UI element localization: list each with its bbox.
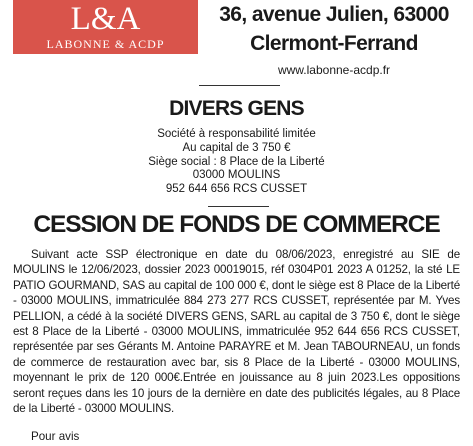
divider-top xyxy=(199,85,280,86)
address-line-2: Clermont-Ferrand xyxy=(250,32,418,55)
company-details xyxy=(0,128,473,197)
logo-subtitle: LABONNE & ACDP xyxy=(46,37,165,51)
website-link[interactable]: www.labonne-acdp.fr xyxy=(277,63,391,77)
notice-headline: CESSION DE FONDS DE COMMERCE xyxy=(33,211,440,238)
notice-body: Suivant acte SSP électronique en date du 08/06/2023, enregistré au SIE de MOULINS le 12/06/2023, dossier 2023 00019015, réf 0304P01 2023 A 01252, la sté LE PATIO GOURMAND, SAS au capital de 100 000 €, dont le siège est 8 Place de la Liberté - 03000 MOULINS, immatriculée 884 273 277 RCS CUSSET, représentée par M. Yves PELLION, a cédé à la société DIVERS GENS, SARL au capital de 3 750 €, dont le siège est 8 Place de la Liberté - 03000 MOULINS, immatriculée 952 644 656 RCS CUSSET, représentée par ses Gérants M. Antoine PARAYRE et M. Jean TABOURNEAU, un fonds de commerce de restauration avec bar, sis 8 Place de la Liberté - 03000 MOULINS, moyennant le prix de 120 000€.Entrée en jouissance au 8 juin 2023.Les oppositions seront reçues dans les 10 jours de la dernière en date des publicités légales, au 8 Place de la Liberté - 03000 MOULINS. xyxy=(13,248,460,416)
company-capital: Au capital de 3 750 € xyxy=(182,141,291,154)
company-registration: 952 644 656 RCS CUSSET xyxy=(165,183,308,196)
company-city: 03000 MOULINS xyxy=(192,169,281,182)
divider-middle xyxy=(208,206,269,207)
logo-mark: L&A xyxy=(70,1,141,37)
address-line-1: 36, avenue Julien, 63000 xyxy=(219,3,449,26)
company-name: DIVERS GENS xyxy=(169,97,304,120)
company-head-office: Siège social : 8 Place de la Liberté xyxy=(148,155,325,168)
company-legal-form: Société à responsabilité limitée xyxy=(157,128,316,140)
company-logo xyxy=(13,0,198,54)
notice-closing: Pour avis xyxy=(31,430,80,443)
